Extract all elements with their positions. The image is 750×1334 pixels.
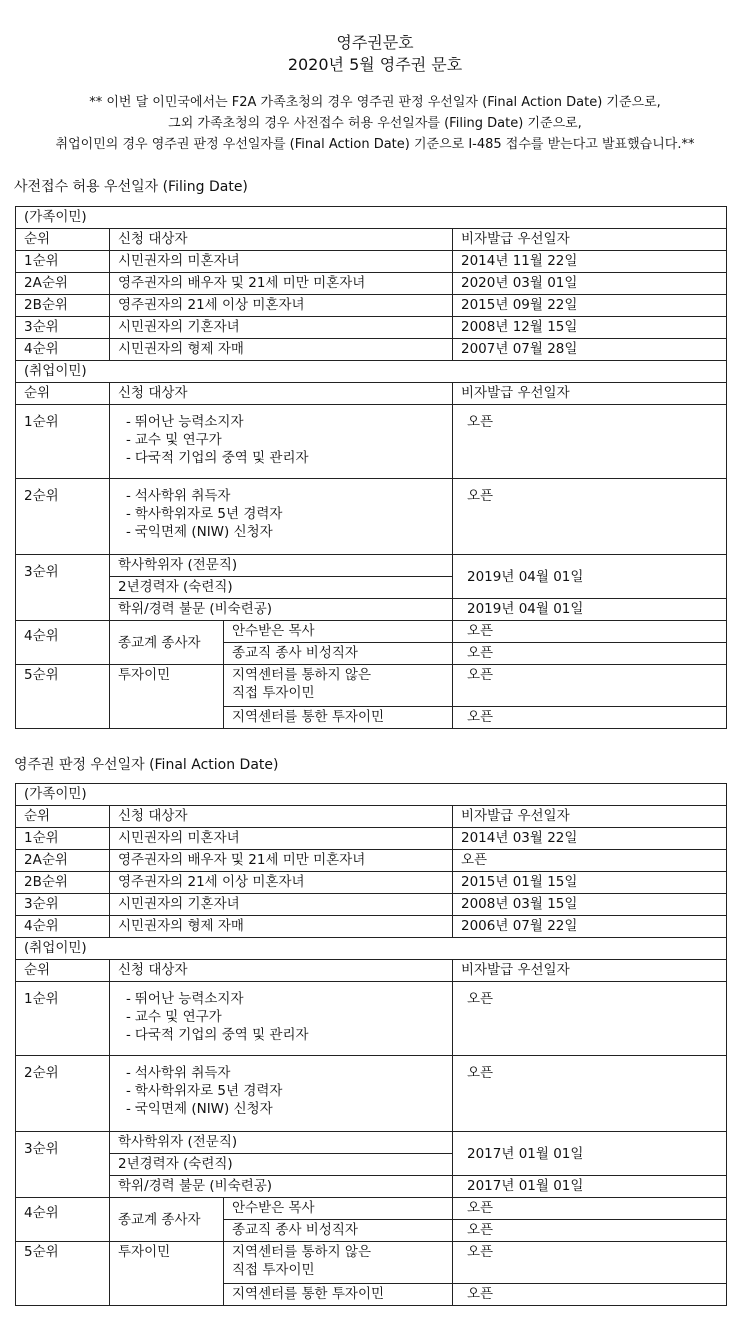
list-item: - 다국적 기업의 중역 및 관리자 — [126, 1027, 309, 1043]
date-cell: 오픈 — [453, 479, 727, 555]
date-cell: 2017년 01월 01일 — [453, 1176, 727, 1198]
date-cell: 2017년 01월 01일 — [453, 1132, 727, 1176]
col-header-target: 신청 대상자 — [110, 960, 453, 982]
date-cell: 오픈 — [453, 850, 727, 872]
notice-text — [0, 92, 750, 155]
date-cell: 2014년 11월 22일 — [453, 251, 727, 273]
rank-cell: 3순위 — [16, 555, 110, 621]
target-cell: 시민권자의 기혼자녀 — [110, 317, 453, 339]
rank-cell: 3순위 — [16, 1132, 110, 1198]
date-cell: 오픈 — [453, 1284, 727, 1306]
final-action-table — [15, 783, 727, 1306]
rank-cell: 1순위 — [16, 828, 110, 850]
target-cell: 시민권자의 미혼자녀 — [110, 828, 453, 850]
filing-section-title: 사전접수 허용 우선일자 (Filing Date) — [14, 179, 248, 195]
category-cell: 종교계 종사자 — [110, 621, 224, 665]
table-row — [16, 665, 727, 707]
target-cell: 시민권자의 형제 자매 — [110, 916, 453, 938]
target-cell — [110, 479, 453, 555]
table-row — [16, 1242, 727, 1284]
rank-cell: 1순위 — [16, 982, 110, 1056]
col-header-rank: 순위 — [16, 960, 110, 982]
list-item: - 뛰어난 능력소지자 — [126, 414, 244, 430]
table-row — [16, 339, 727, 361]
rank-cell: 2순위 — [16, 1056, 110, 1132]
employment-section-label: (취업이민) — [16, 938, 727, 960]
page-title: 영주권문호 — [336, 33, 414, 52]
date-cell: 오픈 — [453, 621, 727, 643]
family-section-label: (가족이민) — [16, 784, 727, 806]
subtarget-cell: 지역센터를 통한 투자이민 — [224, 707, 453, 729]
table-row — [16, 479, 727, 555]
table-row — [16, 982, 727, 1056]
list-item: - 학사학위자로 5년 경력자 — [126, 1083, 283, 1099]
target-cell — [110, 1056, 453, 1132]
col-header-rank: 순위 — [16, 806, 110, 828]
table-row — [16, 599, 727, 621]
target-cell: 영주권자의 21세 이상 미혼자녀 — [110, 872, 453, 894]
subtarget-cell: 안수받은 목사 — [224, 621, 453, 643]
table-row — [16, 1056, 727, 1132]
list-item: - 다국적 기업의 중역 및 관리자 — [126, 450, 309, 466]
subtarget-cell: 지역센터를 통하지 않은 직접 투자이민 — [224, 665, 453, 707]
list-item: - 학사학위자로 5년 경력자 — [126, 506, 283, 522]
rank-cell: 2B순위 — [16, 872, 110, 894]
col-header-date: 비자발급 우선일자 — [453, 960, 727, 982]
target-cell: 2년경력자 (숙련직) — [110, 1154, 453, 1176]
rank-cell: 2A순위 — [16, 850, 110, 872]
rank-cell: 5순위 — [16, 1242, 110, 1306]
table-row — [16, 872, 727, 894]
family-section-label: (가족이민) — [16, 207, 727, 229]
table-row — [16, 251, 727, 273]
rank-cell: 3순위 — [16, 317, 110, 339]
target-cell: 학위/경력 불문 (비숙련공) — [110, 1176, 453, 1198]
page-subtitle: 2020년 5월 영주권 문호 — [287, 55, 463, 74]
table-row — [16, 894, 727, 916]
notice-line: ** 이번 달 이민국에서는 F2A 가족초청의 경우 영주권 판정 우선일자 (Final Action Date) 기준으로, — [89, 95, 661, 110]
rank-cell: 4순위 — [16, 339, 110, 361]
target-cell: 학위/경력 불문 (비숙련공) — [110, 599, 453, 621]
target-cell — [110, 982, 453, 1056]
target-cell: 시민권자의 형제 자매 — [110, 339, 453, 361]
date-cell: 오픈 — [453, 665, 727, 707]
date-cell: 2019년 04월 01일 — [453, 555, 727, 599]
date-cell: 2006년 07월 22일 — [453, 916, 727, 938]
date-cell: 오픈 — [453, 707, 727, 729]
col-header-rank: 순위 — [16, 229, 110, 251]
list-item: - 국익면제 (NIW) 신청자 — [126, 524, 273, 540]
date-cell: 2008년 03월 15일 — [453, 894, 727, 916]
date-cell: 2014년 03월 22일 — [453, 828, 727, 850]
table-row — [16, 916, 727, 938]
rank-cell: 1순위 — [16, 405, 110, 479]
list-item: - 교수 및 연구가 — [126, 432, 222, 448]
rank-cell: 3순위 — [16, 894, 110, 916]
table-row — [16, 317, 727, 339]
date-cell: 오픈 — [453, 1056, 727, 1132]
rank-cell: 2A순위 — [16, 273, 110, 295]
subtarget-cell: 종교직 종사 비성직자 — [224, 1220, 453, 1242]
table-row — [16, 273, 727, 295]
col-header-target: 신청 대상자 — [110, 229, 453, 251]
date-cell: 오픈 — [453, 1198, 727, 1220]
list-item: - 석사학위 취득자 — [126, 1065, 231, 1081]
rank-cell: 4순위 — [16, 1198, 110, 1242]
rank-cell: 4순위 — [16, 621, 110, 665]
target-cell: 시민권자의 기혼자녀 — [110, 894, 453, 916]
col-header-target: 신청 대상자 — [110, 806, 453, 828]
date-cell: 2015년 01월 15일 — [453, 872, 727, 894]
target-cell: 영주권자의 배우자 및 21세 미만 미혼자녀 — [110, 850, 453, 872]
col-header-rank: 순위 — [16, 383, 110, 405]
date-cell: 2015년 09월 22일 — [453, 295, 727, 317]
subtarget-cell: 안수받은 목사 — [224, 1198, 453, 1220]
table-row — [16, 1176, 727, 1198]
table-row — [16, 295, 727, 317]
date-cell: 2019년 04월 01일 — [453, 599, 727, 621]
subtarget-cell: 지역센터를 통한 투자이민 — [224, 1284, 453, 1306]
target-cell: 시민권자의 미혼자녀 — [110, 251, 453, 273]
filing-date-table — [15, 206, 727, 729]
target-cell — [110, 405, 453, 479]
col-header-date: 비자발급 우선일자 — [453, 383, 727, 405]
date-cell: 오픈 — [453, 982, 727, 1056]
col-header-date: 비자발급 우선일자 — [453, 229, 727, 251]
subtarget-cell: 지역센터를 통하지 않은 직접 투자이민 — [224, 1242, 453, 1284]
category-cell: 종교계 종사자 — [110, 1198, 224, 1242]
date-cell: 2007년 07월 28일 — [453, 339, 727, 361]
col-header-date: 비자발급 우선일자 — [453, 806, 727, 828]
employment-section-label: (취업이민) — [16, 361, 727, 383]
rank-cell: 2순위 — [16, 479, 110, 555]
table-row — [16, 1132, 727, 1154]
rank-cell: 4순위 — [16, 916, 110, 938]
rank-cell: 2B순위 — [16, 295, 110, 317]
date-cell: 오픈 — [453, 405, 727, 479]
target-cell: 영주권자의 배우자 및 21세 미만 미혼자녀 — [110, 273, 453, 295]
table-row — [16, 850, 727, 872]
table-row — [16, 828, 727, 850]
category-cell: 투자이민 — [110, 1242, 224, 1306]
table-row — [16, 405, 727, 479]
subtarget-cell: 종교직 종사 비성직자 — [224, 643, 453, 665]
rank-cell: 5순위 — [16, 665, 110, 729]
target-cell: 학사학위자 (전문직) — [110, 1132, 453, 1154]
date-cell: 2008년 12월 15일 — [453, 317, 727, 339]
date-cell: 오픈 — [453, 1242, 727, 1284]
target-cell: 영주권자의 21세 이상 미혼자녀 — [110, 295, 453, 317]
list-item: - 뛰어난 능력소지자 — [126, 991, 244, 1007]
target-cell: 학사학위자 (전문직) — [110, 555, 453, 577]
date-cell: 오픈 — [453, 643, 727, 665]
target-cell: 2년경력자 (숙련직) — [110, 577, 453, 599]
date-cell: 오픈 — [453, 1220, 727, 1242]
notice-line: 그외 가족초청의 경우 사전접수 허용 우선일자를 (Filing Date) 기준으로, — [168, 116, 582, 131]
notice-line: 취업이민의 경우 영주권 판정 우선일자를 (Final Action Date) 기준으로 I-485 접수를 받는다고 발표했습니다.** — [55, 137, 695, 152]
table-row — [16, 555, 727, 577]
list-item: - 석사학위 취득자 — [126, 488, 231, 504]
date-cell: 2020년 03월 01일 — [453, 273, 727, 295]
final-section-title: 영주권 판정 우선일자 (Final Action Date) — [14, 757, 279, 773]
rank-cell: 1순위 — [16, 251, 110, 273]
table-row — [16, 621, 727, 643]
category-cell: 투자이민 — [110, 665, 224, 729]
list-item: - 교수 및 연구가 — [126, 1009, 222, 1025]
col-header-target: 신청 대상자 — [110, 383, 453, 405]
list-item: - 국익면제 (NIW) 신청자 — [126, 1101, 273, 1117]
table-row — [16, 1198, 727, 1220]
